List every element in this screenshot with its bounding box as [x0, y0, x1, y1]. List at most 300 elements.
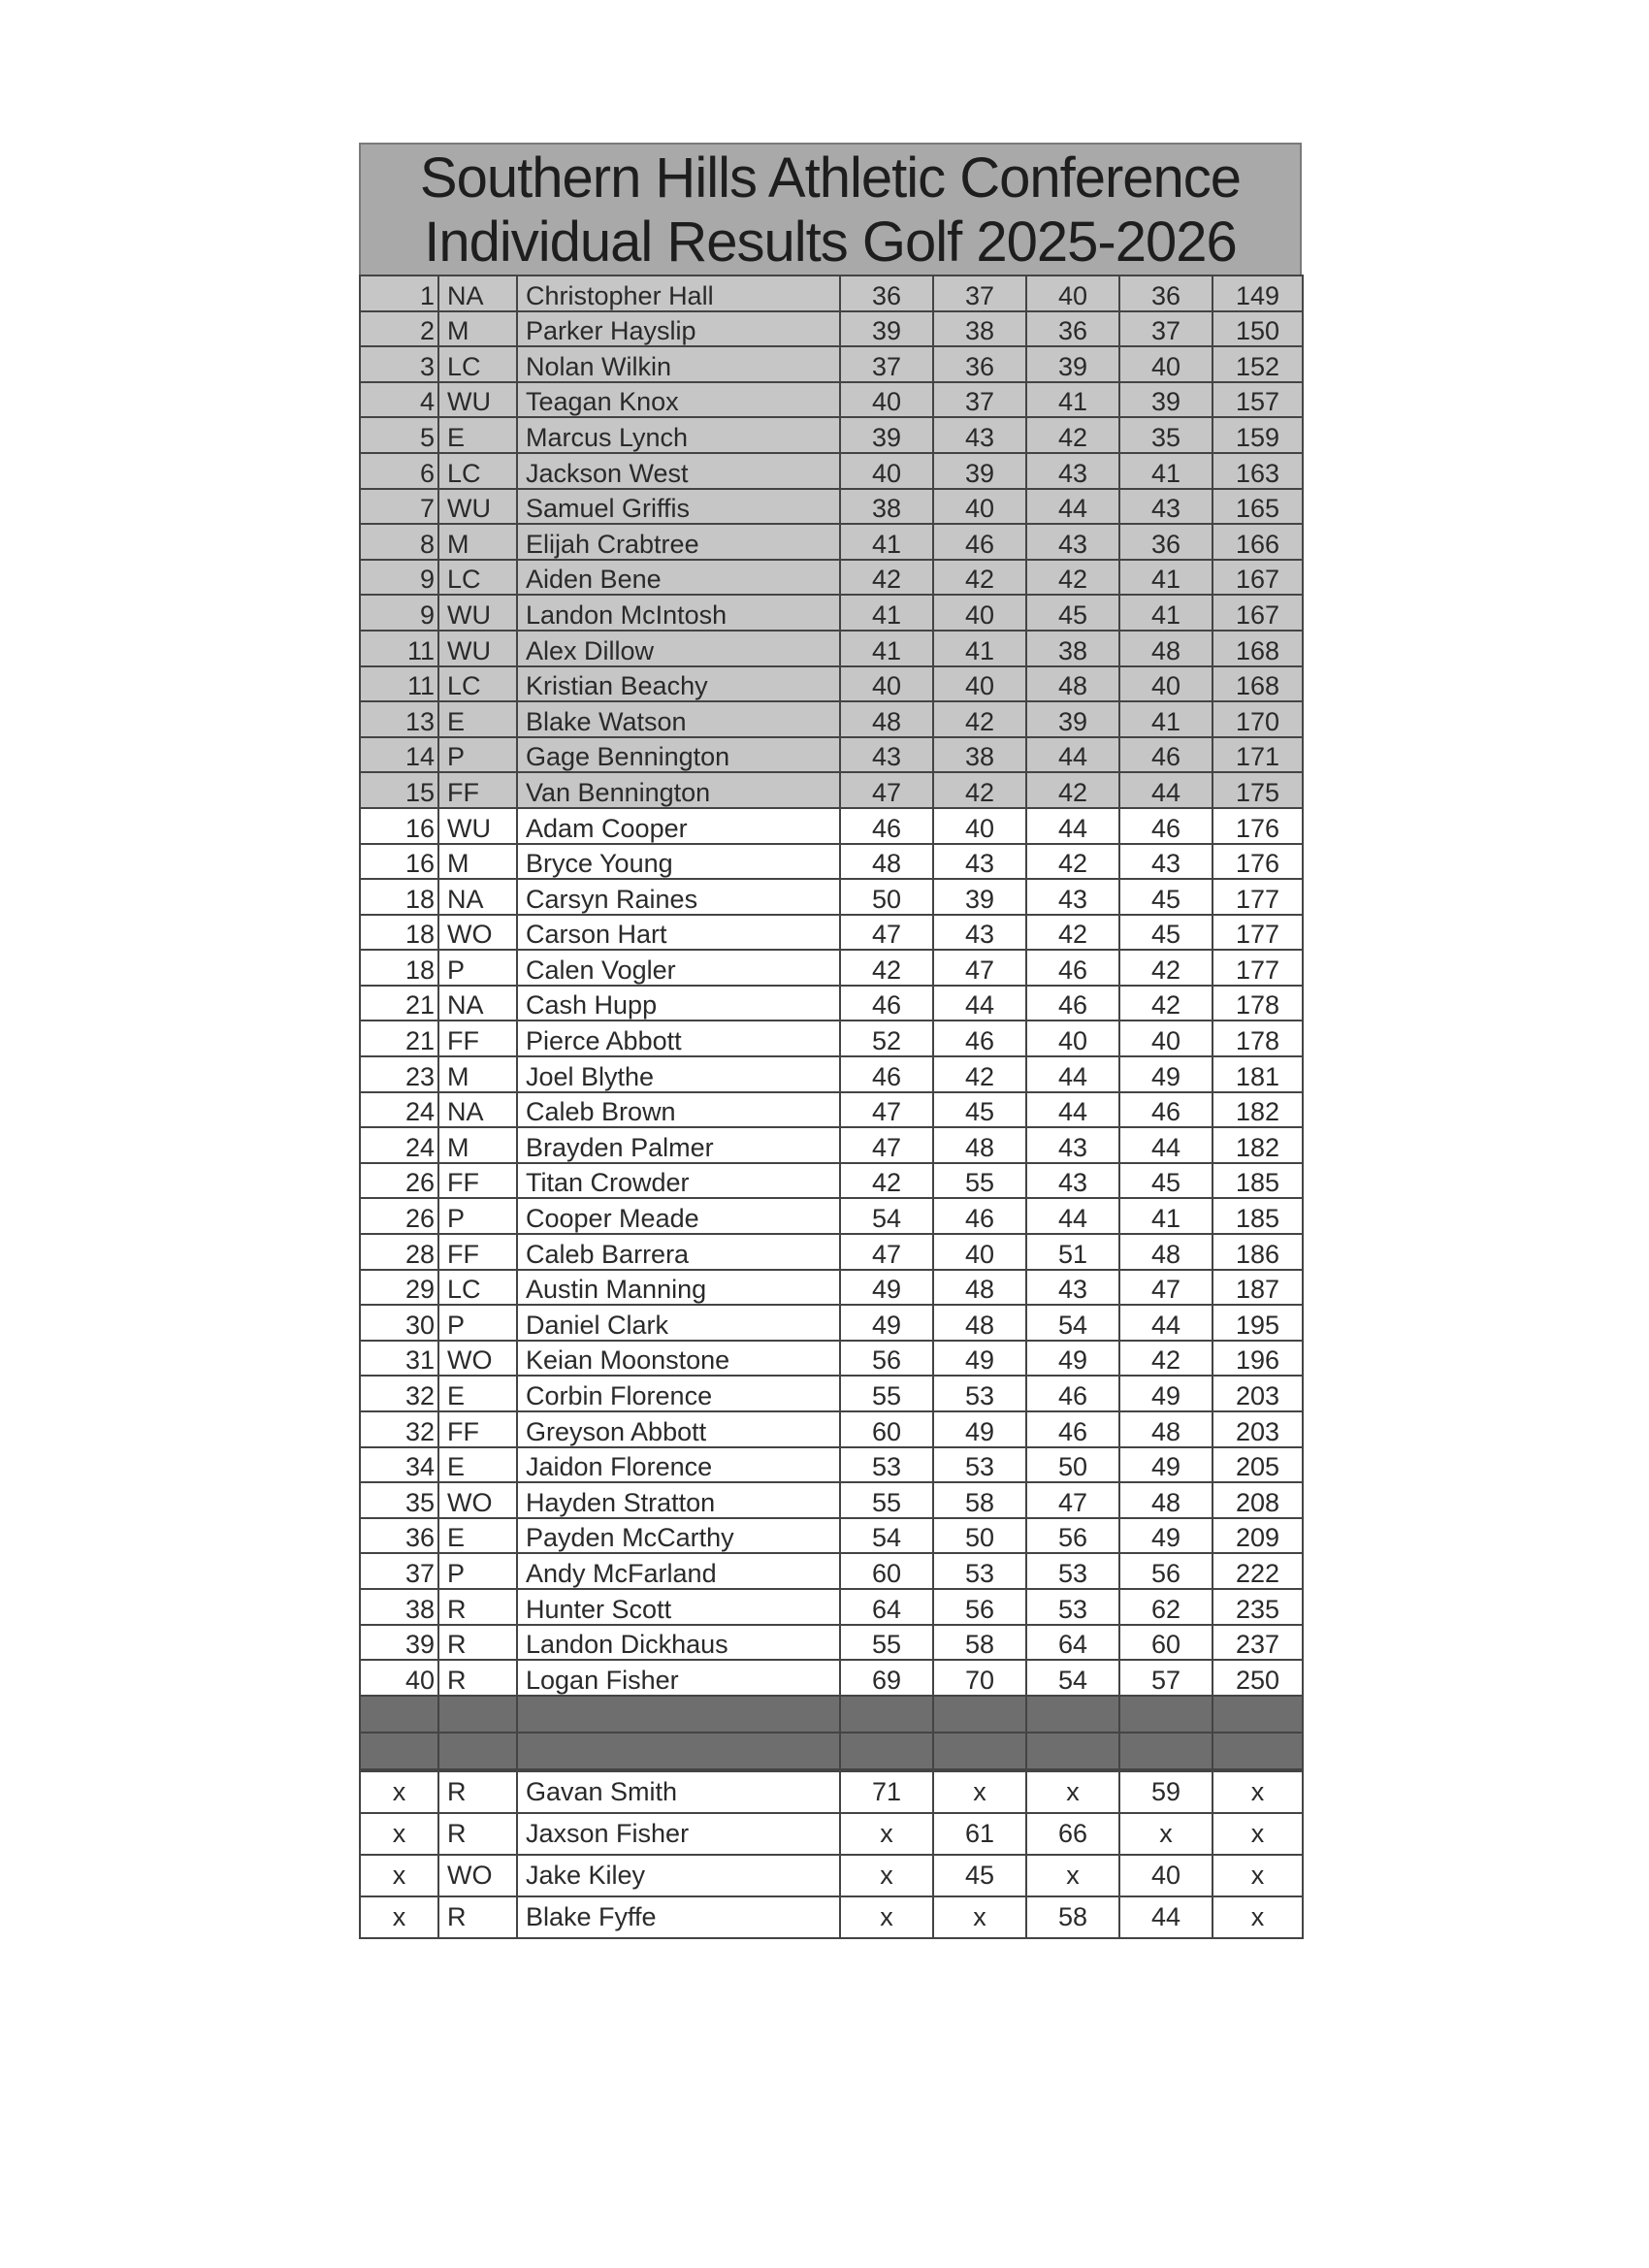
place-cell: 7: [360, 489, 438, 525]
total-score-cell: 177: [1212, 879, 1303, 915]
round-3-score-cell: 46: [1026, 950, 1119, 986]
round-4-score-cell: 56: [1119, 1553, 1212, 1589]
round-3-score-cell: x: [1026, 1771, 1119, 1813]
total-score-cell: 176: [1212, 808, 1303, 844]
round-2-score-cell: 37: [933, 382, 1026, 418]
round-1-score-cell: 55: [840, 1625, 933, 1661]
round-2-score-cell: x: [933, 1771, 1026, 1813]
round-3-score-cell: 46: [1026, 1376, 1119, 1411]
round-4-score-cell: 36: [1119, 275, 1212, 311]
player-name-cell: Titan Crowder: [517, 1163, 840, 1199]
round-1-score-cell: 54: [840, 1518, 933, 1554]
place-cell: 32: [360, 1411, 438, 1447]
round-1-score-cell: 49: [840, 1270, 933, 1306]
school-cell: R: [438, 1771, 517, 1813]
school-cell: P: [438, 1305, 517, 1341]
round-1-score-cell: 47: [840, 1092, 933, 1128]
round-4-score-cell: 40: [1119, 666, 1212, 702]
round-3-score-cell: 42: [1026, 417, 1119, 453]
round-4-score-cell: 44: [1119, 1305, 1212, 1341]
separator-cell: [517, 1696, 840, 1733]
school-cell: M: [438, 311, 517, 347]
total-score-cell: x: [1212, 1813, 1303, 1855]
table-row: [360, 1092, 1303, 1128]
separator-cell: [1119, 1733, 1212, 1769]
player-name-cell: Blake Fyffe: [517, 1896, 840, 1938]
round-2-score-cell: 49: [933, 1411, 1026, 1447]
table-row: [360, 1234, 1303, 1270]
school-cell: FF: [438, 1021, 517, 1056]
separator-row: [360, 1696, 1303, 1733]
round-4-score-cell: 37: [1119, 311, 1212, 347]
round-2-score-cell: 36: [933, 346, 1026, 382]
round-4-score-cell: 43: [1119, 844, 1212, 880]
round-1-score-cell: 39: [840, 417, 933, 453]
round-4-score-cell: 49: [1119, 1518, 1212, 1554]
player-name-cell: Carson Hart: [517, 915, 840, 951]
round-3-score-cell: 53: [1026, 1553, 1119, 1589]
round-1-score-cell: 40: [840, 666, 933, 702]
place-cell: 21: [360, 1021, 438, 1056]
separator-cell: [360, 1696, 438, 1733]
school-cell: LC: [438, 560, 517, 596]
total-score-cell: 178: [1212, 1021, 1303, 1056]
place-cell: x: [360, 1771, 438, 1813]
round-1-score-cell: 48: [840, 701, 933, 737]
total-score-cell: 152: [1212, 346, 1303, 382]
place-cell: x: [360, 1813, 438, 1855]
round-4-score-cell: 45: [1119, 879, 1212, 915]
school-cell: M: [438, 524, 517, 560]
player-name-cell: Joel Blythe: [517, 1056, 840, 1092]
school-cell: WO: [438, 915, 517, 951]
total-score-cell: 182: [1212, 1092, 1303, 1128]
round-1-score-cell: 56: [840, 1341, 933, 1377]
round-3-score-cell: 46: [1026, 986, 1119, 1021]
school-cell: E: [438, 1518, 517, 1554]
place-cell: 26: [360, 1163, 438, 1199]
place-cell: x: [360, 1896, 438, 1938]
school-cell: R: [438, 1660, 517, 1696]
round-2-score-cell: 41: [933, 631, 1026, 666]
round-4-score-cell: 43: [1119, 489, 1212, 525]
round-4-score-cell: 40: [1119, 1021, 1212, 1056]
place-cell: 16: [360, 808, 438, 844]
total-score-cell: 187: [1212, 1270, 1303, 1306]
player-name-cell: Hunter Scott: [517, 1589, 840, 1625]
separator-cell: [840, 1696, 933, 1733]
round-1-score-cell: 49: [840, 1305, 933, 1341]
round-2-score-cell: 40: [933, 595, 1026, 631]
round-4-score-cell: 46: [1119, 808, 1212, 844]
school-cell: P: [438, 1198, 517, 1234]
school-cell: P: [438, 1553, 517, 1589]
total-score-cell: x: [1212, 1896, 1303, 1938]
round-1-score-cell: 46: [840, 1056, 933, 1092]
total-score-cell: 208: [1212, 1482, 1303, 1518]
player-name-cell: Daniel Clark: [517, 1305, 840, 1341]
player-name-cell: Pierce Abbott: [517, 1021, 840, 1056]
player-name-cell: Samuel Griffis: [517, 489, 840, 525]
round-1-score-cell: 42: [840, 560, 933, 596]
round-3-score-cell: 43: [1026, 1163, 1119, 1199]
round-4-score-cell: 60: [1119, 1625, 1212, 1661]
round-1-score-cell: 41: [840, 631, 933, 666]
player-name-cell: Carsyn Raines: [517, 879, 840, 915]
round-3-score-cell: 39: [1026, 346, 1119, 382]
total-score-cell: 149: [1212, 275, 1303, 311]
round-2-score-cell: 38: [933, 737, 1026, 773]
round-3-score-cell: 44: [1026, 1056, 1119, 1092]
player-name-cell: Gavan Smith: [517, 1771, 840, 1813]
table-row: [360, 595, 1303, 631]
round-1-score-cell: 54: [840, 1198, 933, 1234]
round-1-score-cell: 47: [840, 1234, 933, 1270]
round-3-score-cell: 39: [1026, 701, 1119, 737]
round-2-score-cell: 42: [933, 1056, 1026, 1092]
school-cell: P: [438, 950, 517, 986]
place-cell: 32: [360, 1376, 438, 1411]
round-1-score-cell: 64: [840, 1589, 933, 1625]
place-cell: x: [360, 1855, 438, 1896]
title-line-2: Individual Results Golf 2025-2026: [424, 211, 1237, 274]
round-1-score-cell: 47: [840, 915, 933, 951]
place-cell: 15: [360, 772, 438, 808]
total-score-cell: 235: [1212, 1589, 1303, 1625]
player-name-cell: Cooper Meade: [517, 1198, 840, 1234]
place-cell: 9: [360, 560, 438, 596]
table-row: [360, 1163, 1303, 1199]
round-3-score-cell: 38: [1026, 631, 1119, 666]
total-score-cell: 150: [1212, 311, 1303, 347]
round-3-score-cell: 45: [1026, 595, 1119, 631]
round-3-score-cell: 42: [1026, 844, 1119, 880]
place-cell: 24: [360, 1127, 438, 1163]
place-cell: 11: [360, 666, 438, 702]
round-4-score-cell: 49: [1119, 1056, 1212, 1092]
school-cell: FF: [438, 1411, 517, 1447]
round-4-score-cell: 41: [1119, 1198, 1212, 1234]
round-2-score-cell: 40: [933, 808, 1026, 844]
school-cell: R: [438, 1896, 517, 1938]
round-2-score-cell: 58: [933, 1482, 1026, 1518]
place-cell: 1: [360, 275, 438, 311]
total-score-cell: 177: [1212, 950, 1303, 986]
round-2-score-cell: 48: [933, 1127, 1026, 1163]
table-row: [360, 631, 1303, 666]
table-row: [360, 879, 1303, 915]
player-name-cell: Kristian Beachy: [517, 666, 840, 702]
total-score-cell: 177: [1212, 915, 1303, 951]
round-4-score-cell: 49: [1119, 1376, 1212, 1411]
place-cell: 38: [360, 1589, 438, 1625]
total-score-cell: 209: [1212, 1518, 1303, 1554]
school-cell: WO: [438, 1855, 517, 1896]
school-cell: LC: [438, 1270, 517, 1306]
player-name-cell: Cash Hupp: [517, 986, 840, 1021]
table-row: [360, 986, 1303, 1021]
round-3-score-cell: 44: [1026, 1198, 1119, 1234]
round-3-score-cell: 54: [1026, 1305, 1119, 1341]
table-row: [360, 489, 1303, 525]
round-1-score-cell: 48: [840, 844, 933, 880]
round-4-score-cell: 46: [1119, 737, 1212, 773]
round-4-score-cell: 44: [1119, 1127, 1212, 1163]
table-row: [360, 737, 1303, 773]
incomplete-results-body: [360, 1771, 1303, 1938]
place-cell: 11: [360, 631, 438, 666]
table-row: [360, 1411, 1303, 1447]
round-2-score-cell: 39: [933, 879, 1026, 915]
round-1-score-cell: 55: [840, 1482, 933, 1518]
round-3-score-cell: 64: [1026, 1625, 1119, 1661]
total-score-cell: 196: [1212, 1341, 1303, 1377]
round-2-score-cell: 38: [933, 311, 1026, 347]
round-2-score-cell: x: [933, 1896, 1026, 1938]
place-cell: 31: [360, 1341, 438, 1377]
round-1-score-cell: 41: [840, 595, 933, 631]
total-score-cell: 165: [1212, 489, 1303, 525]
round-2-score-cell: 53: [933, 1553, 1026, 1589]
round-1-score-cell: 36: [840, 275, 933, 311]
separator-cell: [438, 1696, 517, 1733]
player-name-cell: Aiden Bene: [517, 560, 840, 596]
school-cell: E: [438, 701, 517, 737]
round-3-score-cell: 42: [1026, 915, 1119, 951]
table-row: [360, 1021, 1303, 1056]
round-3-score-cell: 58: [1026, 1896, 1119, 1938]
table-row: [360, 382, 1303, 418]
table-row: [360, 1589, 1303, 1625]
total-score-cell: 163: [1212, 453, 1303, 489]
school-cell: FF: [438, 772, 517, 808]
round-4-score-cell: 41: [1119, 560, 1212, 596]
round-2-score-cell: 46: [933, 1198, 1026, 1234]
round-3-score-cell: 41: [1026, 382, 1119, 418]
round-3-score-cell: 44: [1026, 1092, 1119, 1128]
separator-cell: [1212, 1696, 1303, 1733]
player-name-cell: Landon Dickhaus: [517, 1625, 840, 1661]
round-3-score-cell: 44: [1026, 489, 1119, 525]
place-cell: 8: [360, 524, 438, 560]
table-row: [360, 1660, 1303, 1696]
separator-cell: [1026, 1696, 1119, 1733]
separator-cell: [1026, 1733, 1119, 1769]
round-4-score-cell: 39: [1119, 382, 1212, 418]
total-score-cell: 166: [1212, 524, 1303, 560]
round-2-score-cell: 42: [933, 560, 1026, 596]
round-2-score-cell: 44: [933, 986, 1026, 1021]
player-name-cell: Adam Cooper: [517, 808, 840, 844]
round-3-score-cell: 51: [1026, 1234, 1119, 1270]
round-2-score-cell: 56: [933, 1589, 1026, 1625]
total-score-cell: 185: [1212, 1198, 1303, 1234]
round-1-score-cell: 47: [840, 1127, 933, 1163]
school-cell: R: [438, 1813, 517, 1855]
round-1-score-cell: 71: [840, 1771, 933, 1813]
round-2-score-cell: 43: [933, 844, 1026, 880]
round-3-score-cell: 43: [1026, 1270, 1119, 1306]
round-3-score-cell: 48: [1026, 666, 1119, 702]
school-cell: LC: [438, 346, 517, 382]
school-cell: E: [438, 1447, 517, 1483]
round-4-score-cell: 41: [1119, 453, 1212, 489]
table-row: [360, 1553, 1303, 1589]
round-1-score-cell: 69: [840, 1660, 933, 1696]
player-name-cell: Jaidon Florence: [517, 1447, 840, 1483]
round-3-score-cell: 42: [1026, 560, 1119, 596]
total-score-cell: 222: [1212, 1553, 1303, 1589]
round-1-score-cell: 53: [840, 1447, 933, 1483]
school-cell: M: [438, 1127, 517, 1163]
separator-row: [360, 1733, 1303, 1769]
place-cell: 2: [360, 311, 438, 347]
separator-cell: [1119, 1696, 1212, 1733]
player-name-cell: Caleb Brown: [517, 1092, 840, 1128]
title-line-1: Southern Hills Athletic Conference: [419, 146, 1242, 210]
round-3-score-cell: 47: [1026, 1482, 1119, 1518]
table-row: [360, 524, 1303, 560]
player-name-cell: Andy McFarland: [517, 1553, 840, 1589]
round-4-score-cell: 46: [1119, 1092, 1212, 1128]
round-4-score-cell: 42: [1119, 950, 1212, 986]
round-1-score-cell: 60: [840, 1411, 933, 1447]
table-row: [360, 915, 1303, 951]
place-cell: 29: [360, 1270, 438, 1306]
round-2-score-cell: 46: [933, 1021, 1026, 1056]
round-4-score-cell: 41: [1119, 595, 1212, 631]
total-score-cell: 182: [1212, 1127, 1303, 1163]
total-score-cell: 203: [1212, 1411, 1303, 1447]
place-cell: 16: [360, 844, 438, 880]
round-1-score-cell: 46: [840, 986, 933, 1021]
table-row: [360, 1270, 1303, 1306]
total-score-cell: 181: [1212, 1056, 1303, 1092]
round-4-score-cell: 35: [1119, 417, 1212, 453]
round-2-score-cell: 40: [933, 1234, 1026, 1270]
round-4-score-cell: 47: [1119, 1270, 1212, 1306]
total-score-cell: x: [1212, 1855, 1303, 1896]
round-4-score-cell: 45: [1119, 1163, 1212, 1199]
round-4-score-cell: 48: [1119, 631, 1212, 666]
table-row: [360, 808, 1303, 844]
place-cell: 34: [360, 1447, 438, 1483]
place-cell: 5: [360, 417, 438, 453]
separator-cell: [933, 1696, 1026, 1733]
table-row: [360, 1813, 1303, 1855]
player-name-cell: Nolan Wilkin: [517, 346, 840, 382]
player-name-cell: Payden McCarthy: [517, 1518, 840, 1554]
table-row: [360, 1305, 1303, 1341]
total-score-cell: 167: [1212, 560, 1303, 596]
player-name-cell: Van Bennington: [517, 772, 840, 808]
place-cell: 9: [360, 595, 438, 631]
player-name-cell: Logan Fisher: [517, 1660, 840, 1696]
table-row: [360, 1376, 1303, 1411]
total-score-cell: 203: [1212, 1376, 1303, 1411]
round-3-score-cell: 56: [1026, 1518, 1119, 1554]
round-4-score-cell: 48: [1119, 1411, 1212, 1447]
round-1-score-cell: 50: [840, 879, 933, 915]
round-2-score-cell: 40: [933, 666, 1026, 702]
round-2-score-cell: 48: [933, 1270, 1026, 1306]
player-name-cell: Hayden Stratton: [517, 1482, 840, 1518]
round-2-score-cell: 48: [933, 1305, 1026, 1341]
table-row: [360, 453, 1303, 489]
place-cell: 24: [360, 1092, 438, 1128]
table-row: [360, 1771, 1303, 1813]
round-4-score-cell: 44: [1119, 1896, 1212, 1938]
total-score-cell: 168: [1212, 631, 1303, 666]
table-row: [360, 1341, 1303, 1377]
round-4-score-cell: 36: [1119, 524, 1212, 560]
round-1-score-cell: 46: [840, 808, 933, 844]
table-row: [360, 666, 1303, 702]
table-row: [360, 311, 1303, 347]
total-score-cell: 157: [1212, 382, 1303, 418]
total-score-cell: 250: [1212, 1660, 1303, 1696]
school-cell: WO: [438, 1482, 517, 1518]
round-4-score-cell: 45: [1119, 915, 1212, 951]
player-name-cell: Brayden Palmer: [517, 1127, 840, 1163]
round-4-score-cell: 42: [1119, 986, 1212, 1021]
total-score-cell: 171: [1212, 737, 1303, 773]
table-row: [360, 844, 1303, 880]
round-2-score-cell: 53: [933, 1376, 1026, 1411]
school-cell: WU: [438, 595, 517, 631]
school-cell: WU: [438, 382, 517, 418]
school-cell: E: [438, 1376, 517, 1411]
total-score-cell: 176: [1212, 844, 1303, 880]
round-4-score-cell: 57: [1119, 1660, 1212, 1696]
place-cell: 4: [360, 382, 438, 418]
school-cell: FF: [438, 1234, 517, 1270]
place-cell: 23: [360, 1056, 438, 1092]
round-4-score-cell: 49: [1119, 1447, 1212, 1483]
table-row: [360, 1482, 1303, 1518]
table-row: [360, 560, 1303, 596]
separator-cell: [360, 1733, 438, 1769]
player-name-cell: Alex Dillow: [517, 631, 840, 666]
round-3-score-cell: 44: [1026, 737, 1119, 773]
round-3-score-cell: 44: [1026, 808, 1119, 844]
title-block: [359, 143, 1302, 275]
separator-cell: [1212, 1733, 1303, 1769]
round-4-score-cell: 44: [1119, 772, 1212, 808]
round-4-score-cell: 42: [1119, 1341, 1212, 1377]
round-3-score-cell: 43: [1026, 1127, 1119, 1163]
total-score-cell: 205: [1212, 1447, 1303, 1483]
player-name-cell: Calen Vogler: [517, 950, 840, 986]
round-3-score-cell: 46: [1026, 1411, 1119, 1447]
round-2-score-cell: 53: [933, 1447, 1026, 1483]
results-sheet: [359, 143, 1302, 1939]
round-1-score-cell: x: [840, 1855, 933, 1896]
school-cell: FF: [438, 1163, 517, 1199]
player-name-cell: Caleb Barrera: [517, 1234, 840, 1270]
total-score-cell: 186: [1212, 1234, 1303, 1270]
player-name-cell: Christopher Hall: [517, 275, 840, 311]
player-name-cell: Landon McIntosh: [517, 595, 840, 631]
round-2-score-cell: 45: [933, 1092, 1026, 1128]
school-cell: R: [438, 1625, 517, 1661]
table-row: [360, 950, 1303, 986]
round-3-score-cell: 66: [1026, 1813, 1119, 1855]
player-name-cell: Jackson West: [517, 453, 840, 489]
round-4-score-cell: 62: [1119, 1589, 1212, 1625]
player-name-cell: Austin Manning: [517, 1270, 840, 1306]
school-cell: M: [438, 1056, 517, 1092]
